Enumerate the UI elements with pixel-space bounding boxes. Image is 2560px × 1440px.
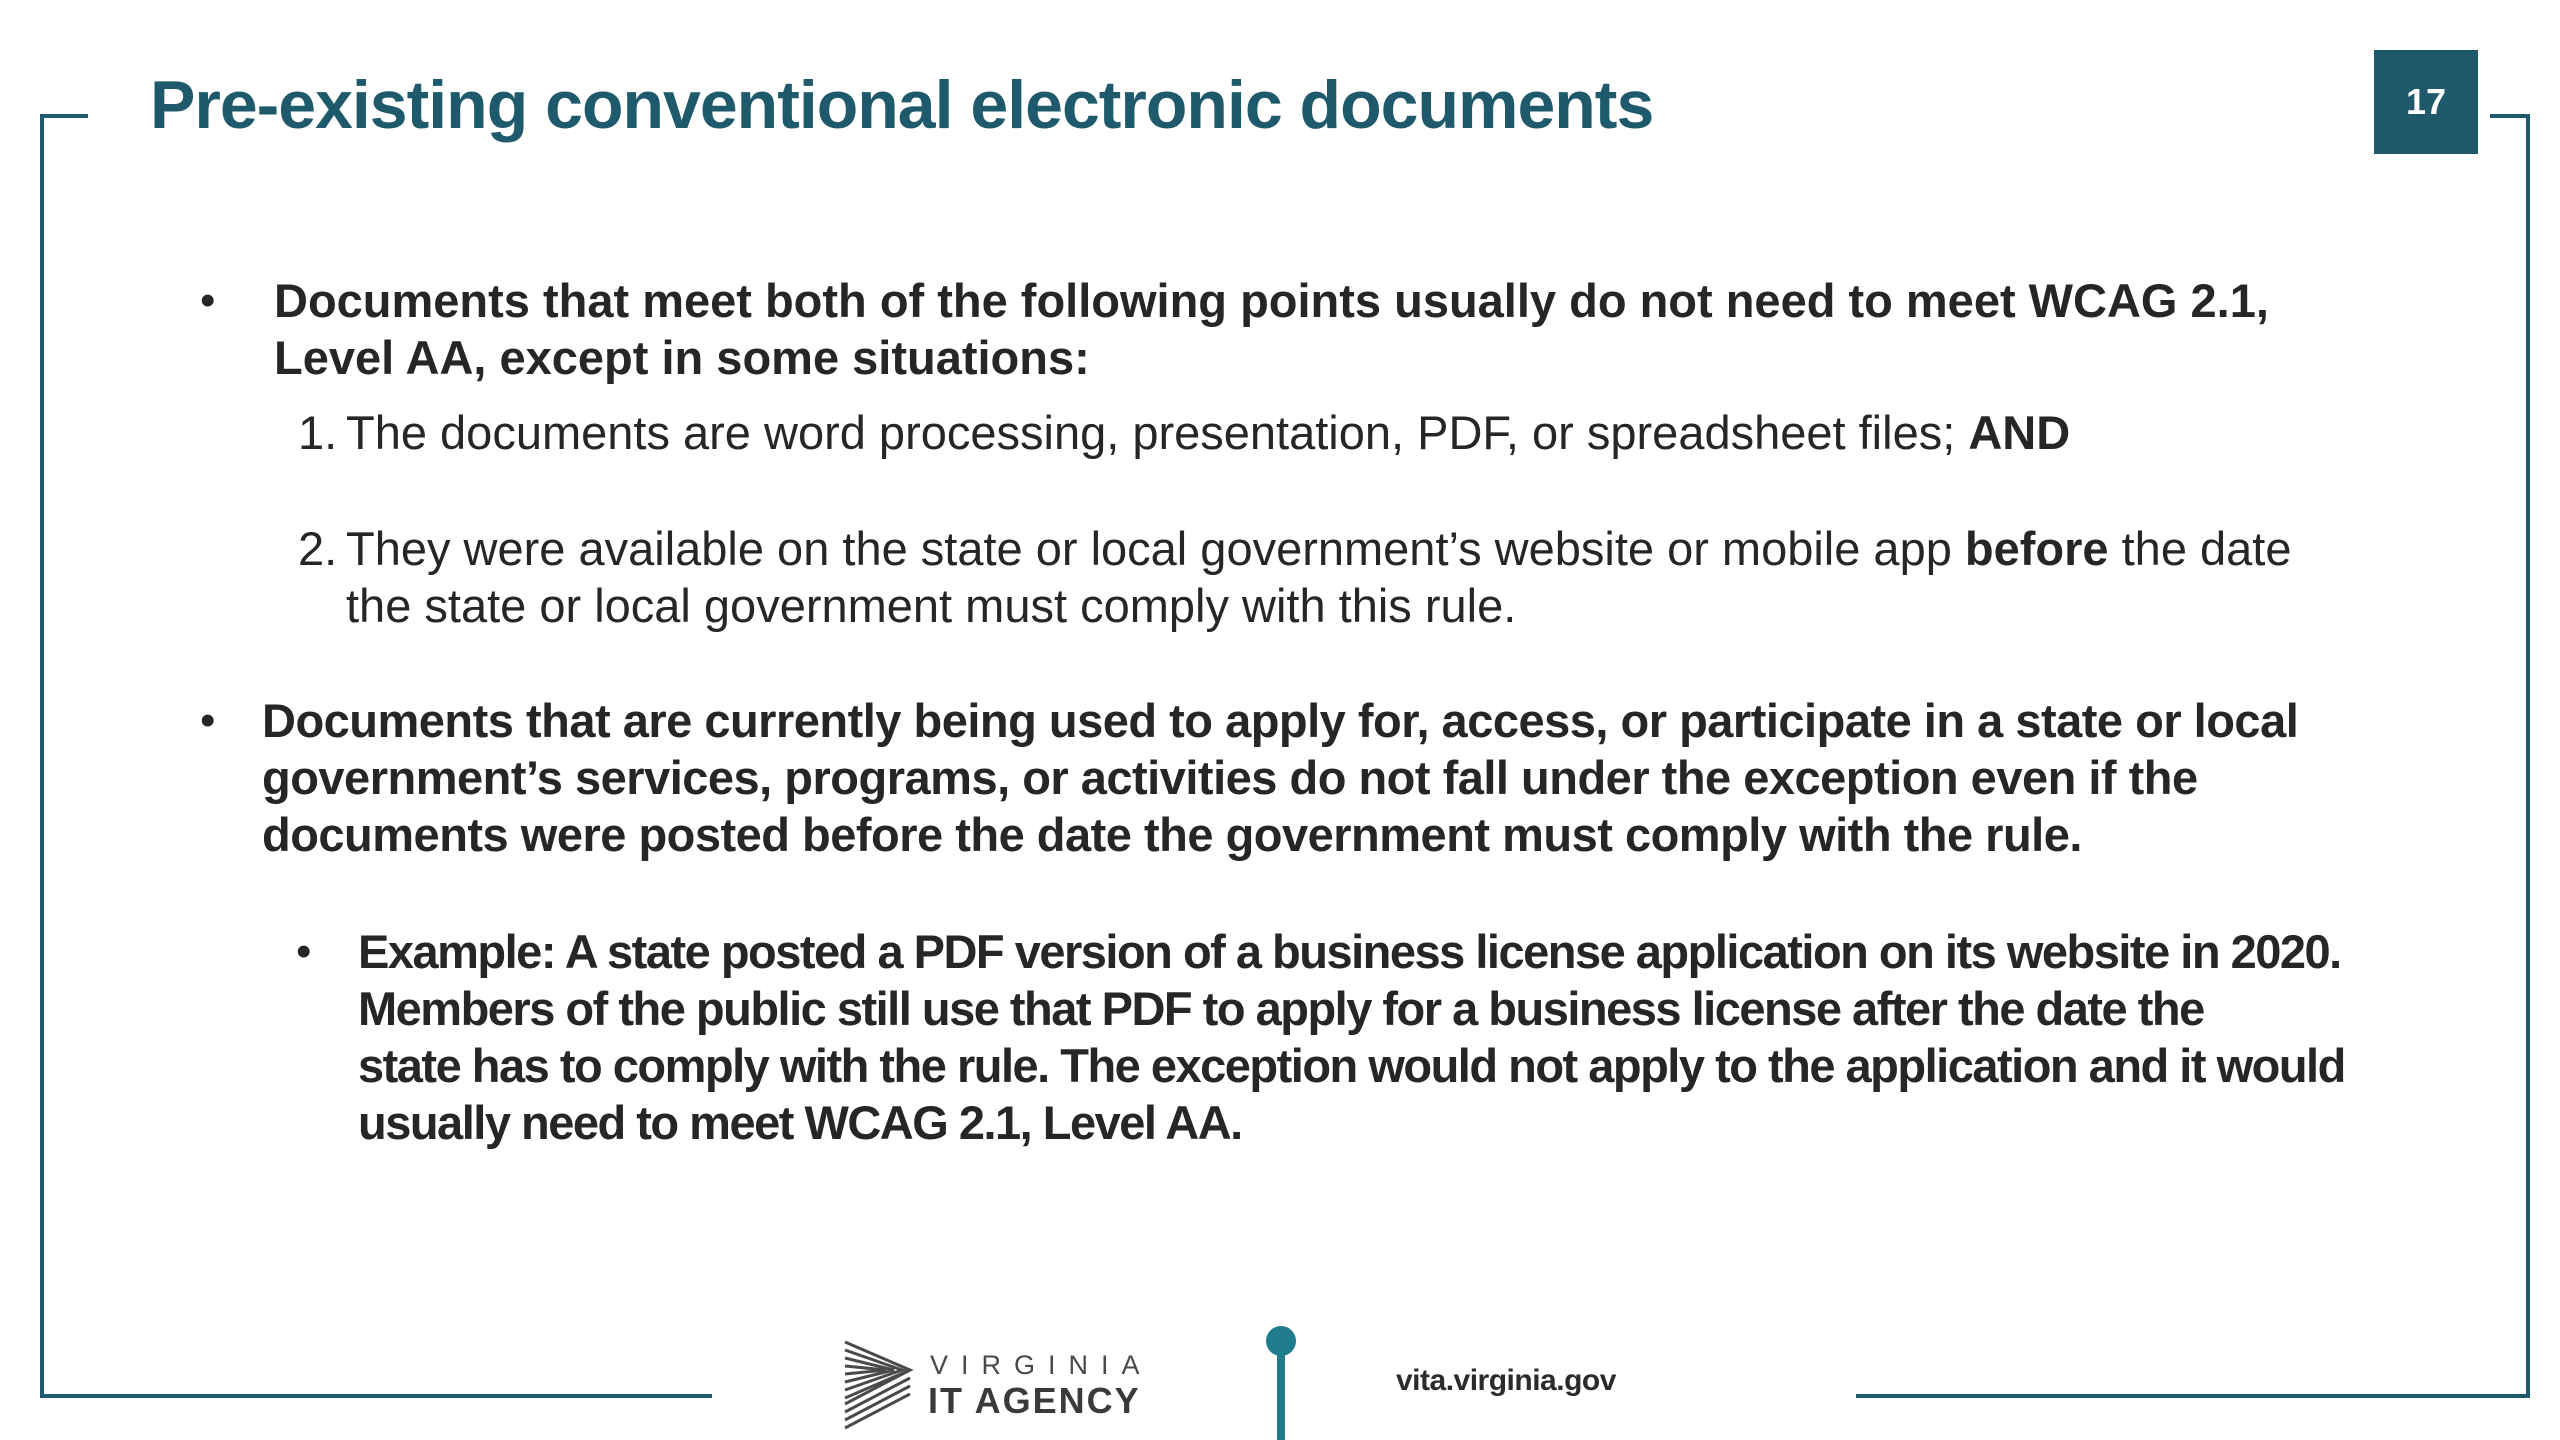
frame-left bbox=[40, 114, 44, 1398]
example-line-1: Example: A state posted a PDF version of a business license application on its website in 2020. bbox=[358, 925, 2341, 978]
numbered-item-1-bold: AND bbox=[1968, 406, 2071, 459]
example-bullet bbox=[358, 923, 2345, 1151]
numbered-item-2-line-2: the state or local government must comply with this rule. bbox=[346, 579, 1517, 632]
frame-bottom-left bbox=[40, 1394, 712, 1398]
bullet-2 bbox=[262, 692, 2298, 863]
bullet-1-line-1: Documents that meet both of the following points usually do not need to meet WCAG 2.1, bbox=[274, 274, 2269, 327]
slide-title: Pre-existing conventional electronic documents bbox=[150, 67, 1654, 143]
example-line-4: usually need to meet WCAG 2.1, Level AA. bbox=[358, 1096, 1242, 1149]
pin-divider-stem bbox=[1277, 1345, 1285, 1440]
numbered-item-1-text: The documents are word processing, presentation, PDF, or spreadsheet files; bbox=[346, 406, 1969, 459]
numbered-item-2-post: the date bbox=[2108, 522, 2292, 575]
sub-bullet-dot: • bbox=[296, 927, 312, 976]
example-line-2: Members of the public still use that PDF to apply for a business license after the date the bbox=[358, 982, 2204, 1035]
bullet-2-line-2: government’s services, programs, or activities do not fall under the exception even if the bbox=[262, 751, 2198, 804]
bullet-2-line-1: Documents that are currently being used to apply for, access, or participate in a state or local bbox=[262, 694, 2299, 747]
frame-top-right bbox=[2490, 114, 2530, 118]
numbered-item-2-text: They were available on the state or local government’s website or mobile app bbox=[346, 522, 1965, 575]
footer-url[interactable]: vita.virginia.gov bbox=[1396, 1364, 1616, 1397]
bullet-dot: • bbox=[200, 276, 216, 325]
frame-bottom-right bbox=[1856, 1394, 2530, 1398]
bullet-1-line-2: Level AA, except in some situations: bbox=[274, 331, 1090, 384]
numbered-item-1 bbox=[346, 404, 2070, 461]
bullet-dot: • bbox=[200, 696, 216, 745]
frame-top-left bbox=[40, 114, 88, 118]
bullet-1 bbox=[274, 272, 2269, 386]
numbered-item-2-bold: before bbox=[1964, 522, 2109, 575]
numbered-item-2-number: 2. bbox=[298, 522, 338, 575]
logo-text-it-agency: IT AGENCY bbox=[928, 1380, 1141, 1421]
logo-text-virginia: VIRGINIA bbox=[930, 1350, 1153, 1380]
numbered-item-1-number: 1. bbox=[298, 406, 338, 459]
bullet-2-line-3: documents were posted before the date the government must comply with the rule. bbox=[262, 808, 2082, 861]
page-number-badge: 17 bbox=[2374, 50, 2478, 154]
example-line-3: state has to comply with the rule. The exception would not apply to the application and it would bbox=[358, 1039, 2345, 1092]
numbered-item-2 bbox=[346, 520, 2292, 634]
frame-right bbox=[2526, 114, 2530, 1398]
chevron-logo-icon bbox=[845, 1342, 910, 1428]
